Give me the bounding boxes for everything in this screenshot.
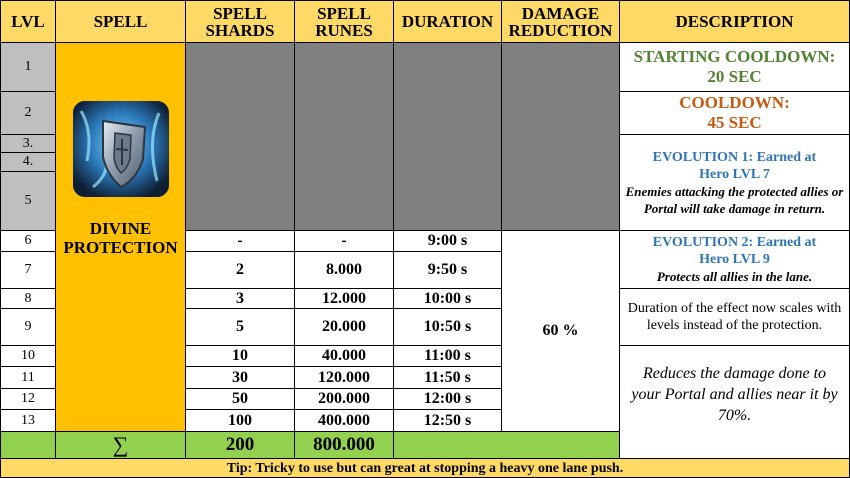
duration-value: 9:50 s (427, 261, 468, 278)
evolution1-desc (619, 134, 850, 231)
duration-note: Duration of the effect now scales with levels instead of the protection. (627, 301, 842, 333)
spell-name-line1: DIVINE (89, 219, 152, 238)
shards-cell (185, 230, 295, 252)
shards-value: 2 (236, 261, 244, 278)
evolution2-desc (619, 230, 850, 289)
duration-value: 12:50 s (423, 411, 472, 429)
duration-cell (393, 308, 502, 346)
level-label: 12 (21, 391, 35, 406)
duration-cell (393, 409, 502, 432)
cooldown-line2: 45 SEC (707, 113, 762, 132)
header-spell-label: SPELL (93, 12, 148, 31)
level-label: 4. (22, 154, 34, 169)
starting-cooldown-line2: 20 SEC (707, 67, 762, 86)
shards-value: 3 (236, 289, 244, 307)
level-cell (0, 409, 56, 432)
reduction-note-desc (619, 345, 850, 459)
duration-cell (393, 230, 502, 252)
starting-cooldown-line1: STARTING COOLDOWN: (633, 47, 836, 66)
runes-cell (294, 308, 394, 346)
runes-value: - (341, 232, 347, 249)
total-symbol-cell (55, 431, 186, 459)
runes-value: 200.000 (318, 390, 370, 407)
level-label: 7 (24, 262, 32, 277)
shards-cell (185, 345, 295, 367)
duration-value: 11:00 s (424, 347, 471, 364)
duration-value: 9:00 s (427, 232, 468, 249)
level-cell (0, 134, 56, 153)
header-spell-shards-line1: SPELL (213, 3, 267, 23)
header-damage-reduction (501, 0, 620, 43)
shards-value: 10 (232, 347, 248, 364)
header-damage-reduction-line1: DAMAGE (521, 3, 600, 23)
level-cell (0, 171, 56, 231)
evolution1-title-line2: Hero LVL 7 (699, 166, 770, 182)
header-duration (393, 0, 502, 43)
total-shards-cell (185, 431, 295, 459)
runes-cell (294, 251, 394, 289)
level-cell (0, 345, 56, 367)
runes-cell (294, 409, 394, 432)
level-cell (0, 366, 56, 389)
runes-cell (294, 288, 394, 309)
duration-value: 12:00 s (423, 390, 472, 407)
spell-name-line2: PROTECTION (63, 238, 178, 257)
level-label: 13 (21, 412, 35, 428)
level-cell (0, 308, 56, 346)
empty-cell (501, 42, 620, 231)
duration-cell (393, 366, 502, 389)
level-label: 11 (21, 369, 35, 385)
header-spell-shards-line2: SHARDS (205, 20, 275, 40)
damage-reduction-cell (501, 230, 620, 432)
duration-cell (393, 388, 502, 410)
level-cell (0, 388, 56, 410)
header-lvl-label: LVL (11, 12, 45, 31)
runes-value: 12.000 (322, 289, 366, 307)
header-description-label: DESCRIPTION (675, 12, 794, 31)
runes-cell (294, 345, 394, 367)
duration-cell (393, 251, 502, 289)
runes-value: 8.000 (326, 261, 362, 278)
total-empty-cell (393, 431, 620, 459)
header-damage-reduction-line2: REDUCTION (508, 20, 613, 40)
runes-value: 40.000 (322, 347, 366, 364)
level-cell (0, 251, 56, 289)
shards-cell (185, 366, 295, 389)
sum-icon: ∑ (112, 432, 129, 457)
spell-icon (73, 101, 169, 197)
shards-value: 5 (236, 318, 244, 335)
duration-value: 10:00 s (423, 289, 472, 307)
shield-icon (73, 101, 169, 197)
duration-cell (393, 288, 502, 309)
header-spell-runes (294, 0, 394, 43)
duration-value: 11:50 s (424, 368, 471, 386)
evolution2-title-line1: EVOLUTION 2: Earned at (652, 235, 817, 250)
level-label: 6 (24, 233, 32, 248)
shards-cell (185, 308, 295, 346)
empty-cell (393, 42, 502, 231)
runes-value: 400.000 (318, 411, 370, 429)
level-label: 1 (24, 59, 32, 74)
header-lvl (0, 0, 56, 43)
level-cell (0, 288, 56, 309)
duration-value: 10:50 s (423, 318, 472, 335)
shards-cell (185, 409, 295, 432)
total-lvl-cell (0, 431, 56, 459)
duration-note-desc (619, 288, 850, 346)
level-label: 10 (21, 348, 35, 363)
level-label: 8 (24, 290, 32, 306)
level-label: 2 (24, 105, 32, 120)
shards-cell (185, 288, 295, 309)
cooldown-line1: COOLDOWN: (679, 93, 790, 112)
header-spell-runes-line2: RUNES (315, 20, 373, 40)
reduction-note: Reduces the damage done to your Portal and allies near it by 70%. (631, 364, 838, 424)
total-runes-cell (294, 431, 394, 459)
header-description (619, 0, 850, 43)
shards-cell (185, 251, 295, 289)
spell-column (55, 42, 186, 432)
tip-row (0, 458, 850, 478)
level-cell (0, 152, 56, 172)
evolution1-body: Enemies attacking the protected allies or Portal will take damage in return. (625, 183, 844, 216)
empty-cell (185, 42, 295, 231)
runes-cell (294, 230, 394, 252)
level-cell (0, 91, 56, 135)
runes-value: 20.000 (322, 318, 366, 335)
empty-cell (294, 42, 394, 231)
tip-text: Tip: Tricky to use but can great at stopping a heavy one lane push. (226, 460, 624, 476)
total-runes: 800.000 (313, 434, 375, 455)
level-label: 3. (22, 135, 34, 151)
shards-value: 100 (228, 411, 252, 429)
total-shards: 200 (225, 434, 255, 455)
shards-value: 50 (232, 390, 248, 407)
cooldown-desc (619, 91, 850, 135)
level-cell (0, 42, 56, 92)
header-duration-label: DURATION (401, 12, 494, 31)
duration-cell (393, 345, 502, 367)
evolution2-title-line2: Hero LVL 9 (699, 252, 770, 267)
header-spell-shards (185, 0, 295, 43)
spell-name (56, 219, 185, 257)
shards-value: 30 (232, 368, 248, 386)
level-cell (0, 230, 56, 252)
shards-cell (185, 388, 295, 410)
evolution1-title-line1: EVOLUTION 1: Earned at (652, 149, 817, 165)
shards-value: - (237, 232, 243, 249)
level-label: 9 (24, 319, 32, 334)
evolution2-body: Protects all allies in the lane. (656, 269, 813, 284)
starting-cooldown-desc (619, 42, 850, 92)
runes-cell (294, 366, 394, 389)
runes-value: 120.000 (318, 368, 370, 386)
damage-reduction-value: 60 % (542, 322, 579, 339)
header-spell-runes-line1: SPELL (317, 3, 371, 23)
level-label: 5 (24, 193, 32, 208)
runes-cell (294, 388, 394, 410)
header-spell (55, 0, 186, 43)
